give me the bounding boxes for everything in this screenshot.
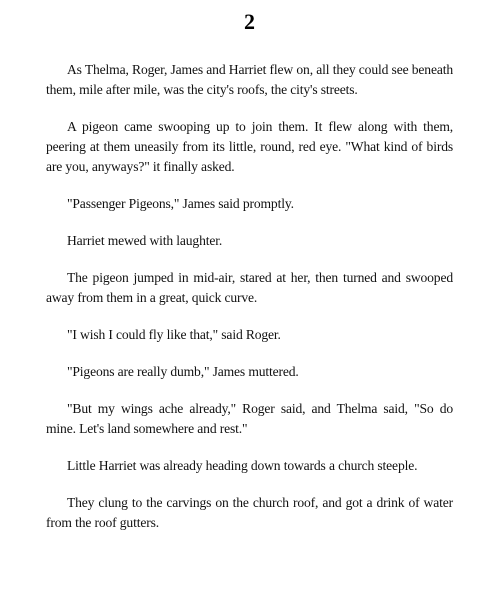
paragraph: "But my wings ache already," Roger said, and Thelma said, "So do mine. Let's land somewhere and rest." (46, 401, 453, 436)
paragraph: "Pigeons are really dumb," James muttered. (67, 364, 299, 379)
paragraph: "Passenger Pigeons," James said promptly. (67, 196, 294, 211)
chapter-number: 2 (244, 9, 255, 34)
paragraph: "I wish I could fly like that," said Roger. (67, 327, 281, 342)
paragraph: A pigeon came swooping up to join them. It flew along with them, peering at them uneasily from its little, round, red eye. "What kind of birds are you, anyways?" it finally asked. (46, 119, 453, 174)
paragraph: As Thelma, Roger, James and Harriet flew on, all they could see beneath them, mile after mile, was the city's roofs, the city's streets. (46, 62, 453, 97)
paragraph: The pigeon jumped in mid-air, stared at her, then turned and swooped away from them in a great, quick curve. (46, 270, 453, 305)
paragraph: Little Harriet was already heading down towards a church steeple. (67, 458, 418, 473)
paragraph: Harriet mewed with laughter. (67, 233, 223, 248)
chapter-body (46, 60, 453, 533)
paragraph: They clung to the carvings on the church roof, and got a drink of water from the roof gutters. (46, 495, 453, 530)
